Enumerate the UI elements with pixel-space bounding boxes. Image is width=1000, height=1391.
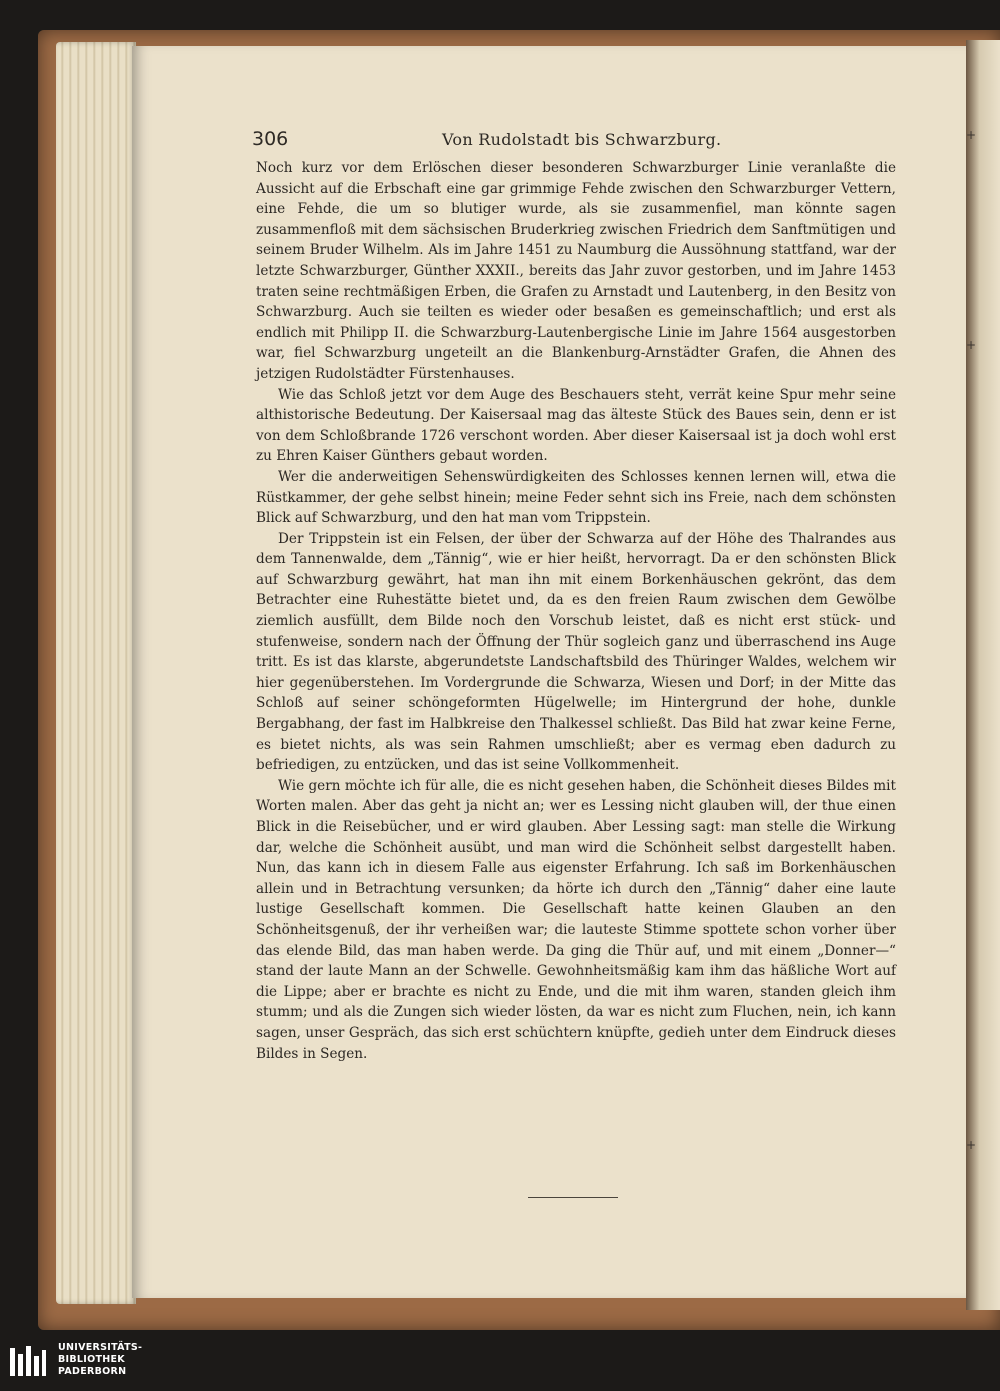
running-title: Von Rudolstadt bis Schwarzburg. [442, 130, 722, 149]
facing-page-gutter [966, 40, 1000, 1310]
body-text [256, 158, 896, 1064]
library-logo-text [58, 1342, 142, 1378]
running-head [252, 128, 896, 154]
margin-mark: + [966, 128, 977, 142]
paragraph: Noch kurz vor dem Erlöschen dieser besonderen Schwarzburger Linie veranlaßte die Aussicht auf die Erbschaft eine gar grimmige Fehde zwischen den Schwarzburger Vettern, eine Fehde, die um so blutiger wurde, als sie zusammenfiel, man könnte sagen zusammenfloß mit dem sächsischen Bruderkrieg zwischen Friedrich dem Sanftmütigen und seinem Bruder Wilhelm. Als im Jahre 1451 zu Naumburg die Aussöhnung stattfand, war der letzte Schwarzburger, Günther XXXII., bereits das Jahr zuvor gestorben, und im Jahre 1453 traten seine rechtmäßigen Erben, die Grafen zu Arnstadt und Lautenberg, in den Besitz von Schwarzburg. Auch sie teilten es wieder oder besaßen es gemeinschaftlich; und erst als endlich mit Philipp II. die Schwarzburg-Lautenbergische Linie im Jahre 1564 ausgestorben war, fiel Schwarzburg ungeteilt an die Blankenburg-Arnstädter Grafen, die Ahnen des jetzigen Rudolstädter Fürstenhauses. [256, 160, 896, 382]
paragraph: Der Trippstein ist ein Felsen, der über der Schwarza auf der Höhe des Thalrandes aus dem Tannenwalde, dem „Tännig“, wie er hier heißt, hervorragt. Da er den schönsten Blick auf Schwarzburg gewährt, hat man ihn mit einem Borkenhäuschen gekrönt, das dem Betrachter eine Ruhestätte bietet und, da es den freien Raum zwischen dem Gewölbe ziemlich ausfüllt, dem Bilde noch den Vorschub leistet, daß es nicht erst stück- und stufenweise, sondern nach der Öffnung der Thür sogleich ganz und überraschend ins Auge tritt. Es ist das klarste, abgerundetste Landschaftsbild des Thüringer Waldes, welchem wir hier gegenüberstehen. Im Vordergrunde die Schwarza, Wiesen und Dorf; in der Mitte das Schloß auf seiner schöngeformten Hügelwelle; im Hintergrund der hohe, dunkle Bergabhang, der fast im Halbkreise den Thalkessel schließt. Das Bild hat zwar keine Ferne, es bietet nichts, als was sein Rahmen umschließt; aber es vermag eben dadurch zu befriedigen, zu entzücken, und das ist seine Vollkommenheit. [256, 530, 896, 774]
paragraph: Wer die anderweitigen Sehenswürdigkeiten des Schlosses kennen lernen will, etwa die Rüstkammer, der gehe selbst hinein; meine Feder sehnt sich ins Freie, nach dem schönsten Blick auf Schwarzburg, und den hat man vom Trippstein. [256, 468, 896, 527]
page-edges [56, 42, 136, 1304]
library-logo [8, 1340, 148, 1384]
logo-line: PADERBORN [58, 1366, 127, 1377]
library-logo-icon [8, 1344, 48, 1378]
paragraph: Wie das Schloß jetzt vor dem Auge des Beschauers steht, verrät keine Spur mehr seine althistorische Bedeutung. Der Kaisersaal mag das älteste Stück des Baues sein, denn er ist von dem Schloßbrande 1726 verschont worden. Aber dieser Kaisersaal ist ja doch wohl erst zu Ehren Kaiser Günthers gebaut worden. [256, 386, 896, 465]
margin-mark: + [966, 338, 977, 352]
margin-mark: + [966, 1138, 977, 1152]
logo-line: BIBLIOTHEK [58, 1354, 125, 1365]
logo-line: UNIVERSITÄTS- [58, 1342, 143, 1353]
end-rule [528, 1197, 618, 1198]
paragraph: Wie gern möchte ich für alle, die es nicht gesehen haben, die Schönheit dieses Bildes mit Worten malen. Aber das geht ja nicht an; wer es Lessing nicht glauben will, der thue einen Blick in die Reisebücher, und er wird glauben. Aber Lessing sagt: man stelle die Wirkung dar, welche die Schönheit ausübt, und man wird die Schönheit selbst dargestellt haben. Nun, das kann ich in diesem Falle aus eigenster Erfahrung. Ich saß im Borkenhäuschen allein und in Betrachtung versunken; da hörte ich durch den „Tännig“ daher eine laute lustige Gesellschaft kommen. Die Gesellschaft hatte keinen Glauben an den Schönheitsgenuß, der ihr verheißen war; die lauteste Stimme spottete schon vorher über das elende Bild, das man haben werde. Da ging die Thür auf, und mit einem „Donner—“ stand der laute Mann an der Schwelle. Gewohnheitsmäßig kam ihm das häßliche Wort auf die Lippe; aber er brachte es nicht zu Ende, und die mit ihm waren, standen gleich ihm stumm; und als die Zungen sich wieder lösten, da war es nicht zum Fluchen, nein, ich kann sagen, unser Gespräch, das sich erst schüchtern knüpfte, gedieh unter dem Eindruck dieses Bildes in Segen. [256, 777, 896, 1062]
page-number: 306 [252, 128, 289, 150]
